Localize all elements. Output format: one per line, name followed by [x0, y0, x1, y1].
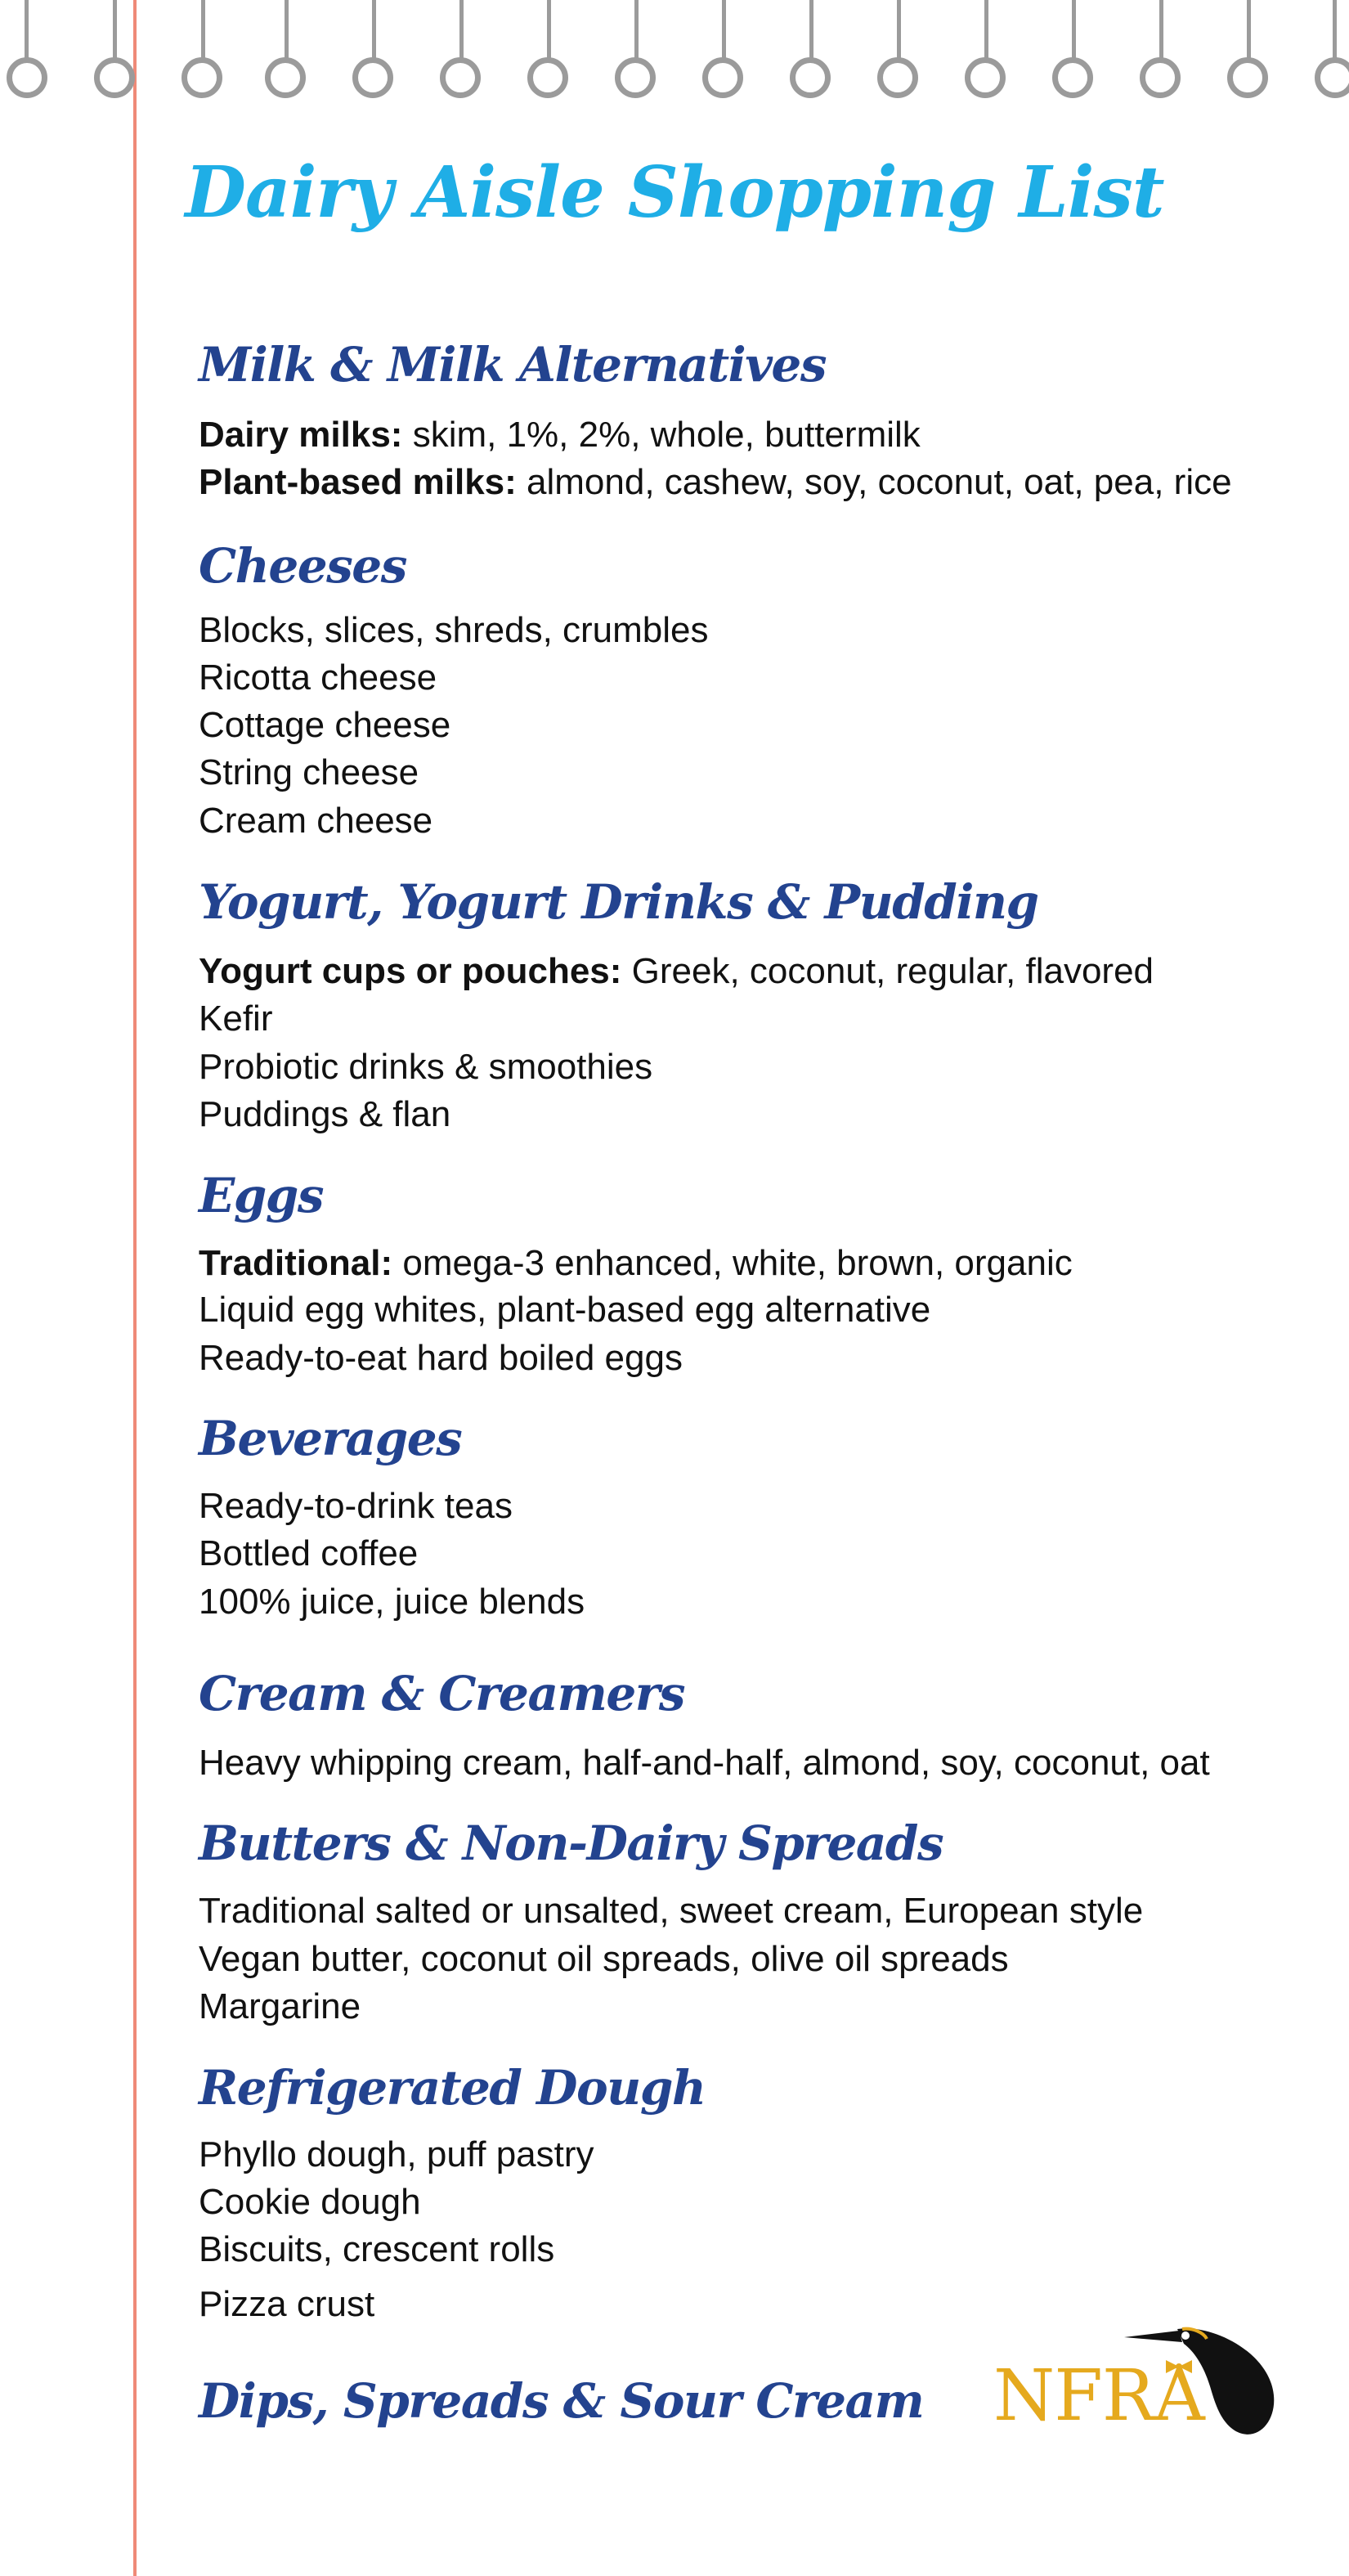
ring-post	[809, 0, 813, 61]
list-item	[199, 417, 921, 453]
binding-ring-icon	[1140, 57, 1181, 98]
ring-post	[634, 0, 639, 61]
section-heading-dips: Dips, Spreads & Sour Cream	[199, 2373, 924, 2429]
section-heading-milk: Milk & Milk Alternatives	[199, 337, 826, 393]
section-heading-cheeses: Cheeses	[199, 538, 406, 594]
item-text: skim, 1%, 2%, whole, buttermilk	[402, 415, 921, 455]
list-item: Probiotic drinks & smoothies	[199, 1047, 653, 1087]
list-item: Pizza crust	[199, 2284, 375, 2324]
list-item: Ready-to-eat hard boiled eggs	[199, 1338, 683, 1378]
binding-ring-icon	[440, 57, 481, 98]
item-text: omega-3 enhanced, white, brown, organic	[392, 1243, 1073, 1283]
item-label: Dairy milks:	[199, 415, 403, 455]
ring-post	[372, 0, 376, 61]
binding-ring-icon	[1052, 57, 1093, 98]
ring-post	[1072, 0, 1076, 61]
ring-post	[1247, 0, 1251, 61]
item-text: Greek, coconut, regular, flavored	[621, 951, 1154, 991]
list-item	[199, 951, 1154, 991]
ring-post	[722, 0, 726, 61]
list-item: Kefir	[199, 999, 273, 1039]
ring-post	[201, 0, 205, 61]
list-item: Ricotta cheese	[199, 657, 437, 698]
list-item: Traditional salted or unsalted, sweet cream, European style	[199, 1891, 1144, 1931]
ring-post	[285, 0, 289, 61]
list-item: Heavy whipping cream, half-and-half, almond, soy, coconut, oat	[199, 1743, 1210, 1783]
list-item: Margarine	[199, 1986, 361, 2026]
section-heading-cream: Cream & Creamers	[199, 1666, 685, 1721]
list-item: 100% juice, juice blends	[199, 1582, 585, 1622]
section-heading-dough: Refrigerated Dough	[199, 2060, 706, 2116]
binding-ring-icon	[265, 57, 306, 98]
binding-ring-icon	[877, 57, 918, 98]
section-heading-butters: Butters & Non-Dairy Spreads	[199, 1815, 943, 1871]
list-item: Bottled coffee	[199, 1533, 419, 1573]
item-text: almond, cashew, soy, coconut, oat, pea, rice	[516, 462, 1232, 502]
binding-ring-icon	[1227, 57, 1268, 98]
binding-ring-icon	[182, 57, 222, 98]
page-title: Dairy Aisle Shopping List	[185, 151, 1164, 234]
list-item: Cottage cheese	[199, 705, 451, 745]
ring-post	[547, 0, 551, 61]
binding-ring-icon	[1315, 57, 1349, 98]
ring-post	[25, 0, 29, 61]
binding-ring-icon	[790, 57, 831, 98]
list-item: Phyllo dough, puff pastry	[199, 2134, 594, 2174]
list-item: Puddings & flan	[199, 1094, 451, 1134]
ring-post	[1159, 0, 1163, 61]
ring-post	[113, 0, 117, 61]
list-item: Ready-to-drink teas	[199, 1486, 513, 1526]
binding-ring-icon	[702, 57, 743, 98]
ring-post	[1333, 0, 1337, 61]
binding-ring-icon	[352, 57, 393, 98]
list-item: Liquid egg whites, plant-based egg alternative	[199, 1290, 931, 1330]
section-heading-beverages: Beverages	[199, 1411, 462, 1466]
binding-ring-icon	[7, 57, 47, 98]
binding-ring-icon	[94, 57, 135, 98]
item-label: Plant-based milks:	[199, 462, 517, 502]
list-item: Blocks, slices, shreds, crumbles	[199, 610, 709, 650]
list-item: Cookie dough	[199, 2182, 421, 2222]
list-item: Biscuits, crescent rolls	[199, 2229, 555, 2269]
list-item: Cream cheese	[199, 801, 433, 841]
section-heading-yogurt: Yogurt, Yogurt Drinks & Pudding	[199, 874, 1038, 930]
list-item: String cheese	[199, 752, 419, 792]
item-label: Yogurt cups or pouches:	[199, 951, 622, 991]
list-item	[199, 464, 1232, 500]
list-item: Vegan butter, coconut oil spreads, olive oil spreads	[199, 1939, 1009, 1979]
section-heading-eggs: Eggs	[199, 1168, 323, 1223]
list-item	[199, 1245, 1073, 1281]
ring-post	[897, 0, 901, 61]
ring-post	[984, 0, 988, 61]
ring-post	[459, 0, 464, 61]
nfra-logo: NFRA	[993, 2355, 1204, 2437]
notebook-margin-line	[133, 0, 137, 2576]
binding-ring-icon	[965, 57, 1006, 98]
spiral-binding	[0, 0, 1349, 114]
item-label: Traditional:	[199, 1243, 393, 1283]
binding-ring-icon	[527, 57, 568, 98]
binding-ring-icon	[615, 57, 656, 98]
